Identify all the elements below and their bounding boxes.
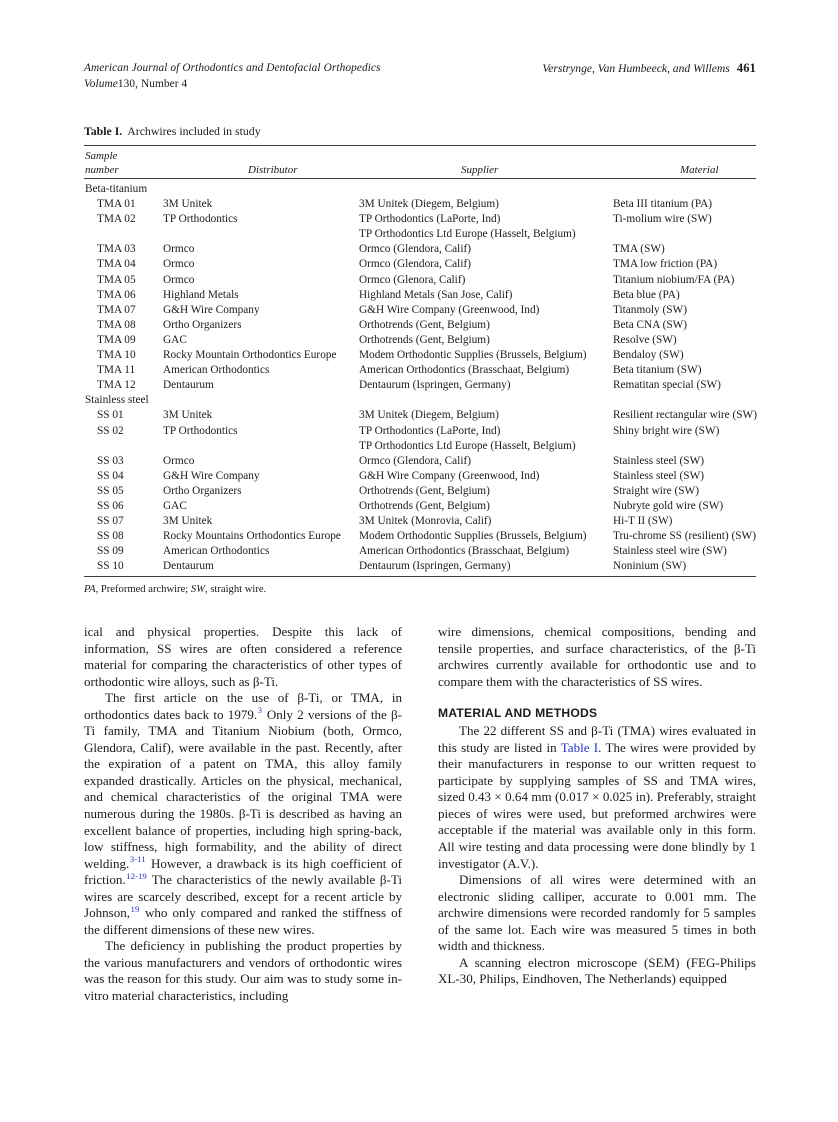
cell-material: TMA (SW) — [613, 243, 665, 256]
cell-sample-number: SS 03 — [97, 454, 124, 467]
right-column — [438, 624, 756, 988]
cell-supplier: Dentaurum (Ispringen, Germany) — [359, 560, 511, 573]
cell-distributor: Ortho Organizers — [163, 484, 242, 497]
table-group-label: Stainless steel — [85, 394, 149, 407]
authors: Verstrynge, Van Humbeeck, and Willems — [542, 62, 730, 75]
cell-distributor: G&H Wire Company — [163, 469, 260, 482]
cell-sample-number: SS 08 — [97, 530, 124, 543]
cell-supplier: Dentaurum (Ispringen, Germany) — [359, 379, 511, 392]
table-row — [84, 559, 756, 574]
table-row — [84, 197, 756, 212]
cell-sample-number: SS 10 — [97, 560, 124, 573]
paragraph-continued: ical and physical properties. Despite this lack of information, SS wires are often considered a reference material for comparing the characteristics of other types of orthodontic wire alloys, such as β-Ti. — [84, 624, 402, 689]
table-row — [84, 303, 756, 318]
cell-sample-number: TMA 10 — [97, 349, 136, 362]
cell-material: Beta CNA (SW) — [613, 318, 688, 331]
cell-sample-number: SS 06 — [97, 499, 124, 512]
cell-material: Ti-molium wire (SW) — [613, 213, 712, 226]
table-row — [84, 288, 756, 303]
cell-supplier: Orthotrends (Gent, Belgium) — [359, 499, 490, 512]
cell-supplier: 3M Unitek (Diegem, Belgium) — [359, 198, 499, 211]
cell-material: Stainless steel wire (SW) — [613, 545, 727, 558]
cell-sample-number: SS 07 — [97, 515, 124, 528]
footnote-abbr-pa: PA — [84, 584, 96, 596]
cell-supplier: Ormco (Glendora, Calif) — [359, 454, 471, 467]
cell-distributor: TP Orthodontics — [163, 424, 238, 437]
table-i-link[interactable]: Table I — [560, 739, 599, 755]
cell-material: TMA low friction (PA) — [613, 258, 718, 271]
cell-supplier: Orthotrends (Gent, Belgium) — [359, 318, 490, 331]
left-column — [84, 624, 402, 1005]
cell-sample-number: SS 01 — [97, 409, 124, 422]
cell-supplier: Ormco (Glendora, Calif) — [359, 258, 471, 271]
cell-material: Nubryte gold wire (SW) — [613, 499, 724, 512]
text-run: However, a drawback is its high coefficient of friction. — [84, 855, 402, 888]
cell-supplier: Orthotrends (Gent, Belgium) — [359, 484, 490, 497]
cell-supplier: TP Orthodontics (LaPorte, Ind) — [359, 424, 501, 437]
cell-sample-number: TMA 06 — [97, 288, 136, 301]
cell-material: Straight wire (SW) — [613, 484, 699, 497]
cell-supplier: TP Orthodontics Ltd Europe (Hasselt, Belgium) — [359, 228, 576, 241]
table-row — [84, 257, 756, 272]
column-header-distributor: Distributor — [248, 164, 298, 176]
paragraph-dimensions: Dimensions of all wires were determined with an electronic sliding calliper, accurate to 0.001 mm. The archwire dimensions were recorded randomly for 5 samples of the same lot. Each wire was measured 5 times in both width and thickness. — [438, 872, 756, 954]
cell-supplier: 3M Unitek (Monrovia, Calif) — [359, 515, 492, 528]
cell-material: Beta III titanium (PA) — [613, 198, 713, 211]
table-title: Archwires included in study — [127, 124, 261, 138]
column-header-sample-number-line2: number — [85, 163, 119, 176]
text-run: The first article on the use of β-Ti, or TMA, in orthodontics dates back to 1979. — [84, 690, 402, 722]
table-row — [84, 212, 756, 227]
cell-material: Beta titanium (SW) — [613, 364, 702, 377]
running-head — [84, 60, 756, 94]
text-run: who only compared and ranked the stiffness of the different dimensions of these new wires. — [84, 905, 402, 937]
cell-supplier: G&H Wire Company (Greenwood, Ind) — [359, 469, 540, 482]
table-archwires — [84, 124, 756, 597]
table-group-row — [84, 393, 756, 408]
page-number: 461 — [736, 61, 756, 75]
journal-title: American Journal of Orthodontics and Dentofacial Orthopedics — [84, 62, 381, 74]
cell-supplier: TP Orthodontics Ltd Europe (Hasselt, Belgium) — [359, 439, 576, 452]
cell-sample-number: TMA 09 — [97, 333, 136, 346]
cell-sample-number: TMA 05 — [97, 273, 136, 286]
table-caption — [84, 124, 756, 139]
cell-distributor: Rocky Mountain Orthodontics Europe — [163, 349, 337, 362]
cell-sample-number: SS 02 — [97, 424, 124, 437]
column-header-sample-number — [85, 150, 119, 177]
cell-sample-number: SS 04 — [97, 469, 124, 482]
section-heading-material-and-methods: MATERIAL AND METHODS — [438, 706, 598, 721]
table-row — [84, 544, 756, 559]
cell-sample-number: SS 05 — [97, 484, 124, 497]
cell-sample-number: TMA 02 — [97, 213, 136, 226]
cell-distributor: Ormco — [163, 273, 195, 286]
cell-supplier: Orthotrends (Gent, Belgium) — [359, 333, 490, 346]
cell-material: Stainless steel (SW) — [613, 469, 704, 482]
cell-material: Rematitan special (SW) — [613, 379, 721, 392]
cell-distributor: Dentaurum — [163, 560, 214, 573]
text-run: Only 2 versions of the β-Ti family, TMA and Titanium Niobium (both, Ormco, Glendora, Calif), were available in the past. Recently, after the expiration of a patent on TMA, this alloy family expanded drastically. Articles on the physical, mechanical, and chemical characteristics of the original TMA were numerous during the 1980s. β-Ti is described as having an excellent balance of properties, including high spring-back, low stiffness, high formability, and the ability of direct welding. — [84, 706, 402, 871]
cell-supplier: TP Orthodontics (LaPorte, Ind) — [359, 213, 501, 226]
cell-distributor: Ormco — [163, 454, 195, 467]
cell-distributor: TP Orthodontics — [163, 213, 238, 226]
table-row — [84, 484, 756, 499]
cell-material: Shiny bright wire (SW) — [613, 424, 720, 437]
table-row — [84, 363, 756, 378]
cell-material: Stainless steel (SW) — [613, 454, 704, 467]
cell-distributor: Ormco — [163, 258, 195, 271]
cell-material: Resolve (SW) — [613, 333, 677, 346]
journal-volume-label: Volume — [84, 78, 118, 90]
cell-distributor: GAC — [163, 333, 187, 346]
paragraph-tma-history — [84, 690, 402, 938]
cell-distributor: Highland Metals — [163, 288, 239, 301]
running-head-authors-page — [542, 60, 756, 77]
cell-material: Bendaloy (SW) — [613, 349, 684, 362]
footnote-abbr-sw: SW — [190, 584, 206, 596]
cell-material: Noninium (SW) — [613, 560, 687, 573]
cell-distributor: 3M Unitek — [163, 198, 213, 211]
table-row — [84, 529, 756, 544]
table-row — [84, 424, 756, 439]
cell-sample-number: TMA 11 — [97, 364, 136, 377]
table-row — [84, 469, 756, 484]
cell-material: Titanmoly (SW) — [613, 303, 687, 316]
cell-sample-number: TMA 08 — [97, 318, 136, 331]
cell-distributor: GAC — [163, 499, 187, 512]
citation-ref-3[interactable]: 3 — [257, 705, 263, 716]
cell-distributor: 3M Unitek — [163, 409, 213, 422]
table-row — [84, 333, 756, 348]
table-footnote — [84, 577, 756, 597]
table-group-label: Beta-titanium — [85, 183, 148, 195]
text-run: . The wires were provided by their manufacturers in response to our written request to participate by supplying samples of SS and TMA wires, sized 0.43 × 0.64 mm (0.017 × 0.025 in). Preferably, straight pieces of wires were used, but preformed archwires were acceptable if the material was available only in this form. All wire testing and data processing were done blindly by 1 investigator (A.V.). — [438, 739, 756, 871]
column-header-material: Material — [680, 164, 719, 176]
table-row — [84, 454, 756, 469]
table-row — [84, 439, 756, 454]
cell-distributor: American Orthodontics — [163, 545, 270, 558]
cell-sample-number: TMA 03 — [97, 243, 136, 256]
cell-material: Tru-chrome SS (resilient) (SW) — [613, 530, 756, 543]
citation-ref-19[interactable]: 19 — [130, 903, 140, 914]
footnote-def-pa: , Preformed archwire; — [95, 584, 191, 596]
paragraph-sem: A scanning electron microscope (SEM) (FEG-Philips XL-30, Philips, Eindhoven, The Netherlands) equipped — [438, 954, 756, 987]
cell-distributor: American Orthodontics — [163, 364, 270, 377]
table-row — [84, 348, 756, 363]
cell-sample-number: TMA 07 — [97, 303, 136, 316]
journal-volume-number: 130, Number 4 — [117, 78, 188, 90]
cell-distributor: Ormco — [163, 243, 195, 256]
table-row — [84, 514, 756, 529]
paragraph-continued-right: wire dimensions, chemical compositions, bending and tensile properties, and surface characteristics, of the β-Ti archwires currently available for orthodontic use and to compare them with the characteristics of SS wires. — [438, 624, 756, 689]
cell-supplier: Ormco (Glenora, Calif) — [359, 273, 466, 286]
column-header-supplier: Supplier — [461, 164, 499, 176]
cell-distributor: G&H Wire Company — [163, 303, 260, 316]
table-row — [84, 318, 756, 333]
cell-material: Hi-T II (SW) — [613, 515, 673, 528]
cell-sample-number: TMA 01 — [97, 198, 136, 211]
cell-supplier: Modem Orthodontic Supplies (Brussels, Belgium) — [359, 349, 587, 362]
cell-material: Titanium niobium/FA (PA) — [613, 273, 735, 286]
table-row — [84, 378, 756, 393]
table-body — [84, 179, 756, 576]
table-row — [84, 273, 756, 288]
table-row — [84, 499, 756, 514]
paragraph-wires-evaluated — [438, 723, 756, 872]
paragraph-study-aim: The deficiency in publishing the product properties by the various manufacturers and vendors of orthodontic wires was the reason for this study. Our aim was to study some in-vitro material characteristics, including — [84, 938, 402, 1004]
table-row — [84, 227, 756, 242]
footnote-def-sw: , straight wire. — [205, 584, 267, 596]
column-header-sample-number-line1: Sample — [85, 150, 118, 162]
cell-distributor: 3M Unitek — [163, 515, 213, 528]
cell-supplier: Modem Orthodontic Supplies (Brussels, Belgium) — [359, 530, 587, 543]
citation-ref-12-19[interactable]: 12-19 — [126, 870, 147, 881]
table-group-row — [84, 182, 756, 197]
text-run: The characteristics of the newly available β-Ti wires are scarcely described, except for a recent article by Johnson, — [84, 872, 402, 921]
cell-supplier: Ormco (Glendora, Calif) — [359, 243, 471, 256]
citation-ref-3-11[interactable]: 3-11 — [129, 854, 146, 865]
cell-distributor: Rocky Mountains Orthodontics Europe — [163, 530, 341, 543]
table-row — [84, 242, 756, 257]
cell-sample-number: SS 09 — [97, 545, 124, 558]
cell-sample-number: TMA 12 — [97, 379, 136, 392]
cell-supplier: Highland Metals (San Jose, Calif) — [359, 288, 513, 301]
running-head-journal — [84, 60, 381, 92]
table-row — [84, 408, 756, 423]
cell-material: Resilient rectangular wire (SW) — [613, 409, 757, 422]
cell-distributor: Ortho Organizers — [163, 318, 242, 331]
cell-material: Beta blue (PA) — [613, 288, 680, 301]
cell-sample-number: TMA 04 — [97, 258, 136, 271]
text-run: The 22 different SS and β-Ti (TMA) wires evaluated in this study are listed in — [438, 723, 756, 755]
body-columns — [84, 624, 756, 1054]
table-label: Table I. — [84, 124, 123, 138]
cell-supplier: American Orthodontics (Brasschaat, Belgium) — [359, 364, 570, 377]
cell-supplier: G&H Wire Company (Greenwood, Ind) — [359, 303, 540, 316]
cell-distributor: Dentaurum — [163, 379, 214, 392]
cell-supplier: 3M Unitek (Diegem, Belgium) — [359, 409, 499, 422]
cell-supplier: American Orthodontics (Brasschaat, Belgium) — [359, 545, 570, 558]
table-header-row — [84, 146, 756, 178]
